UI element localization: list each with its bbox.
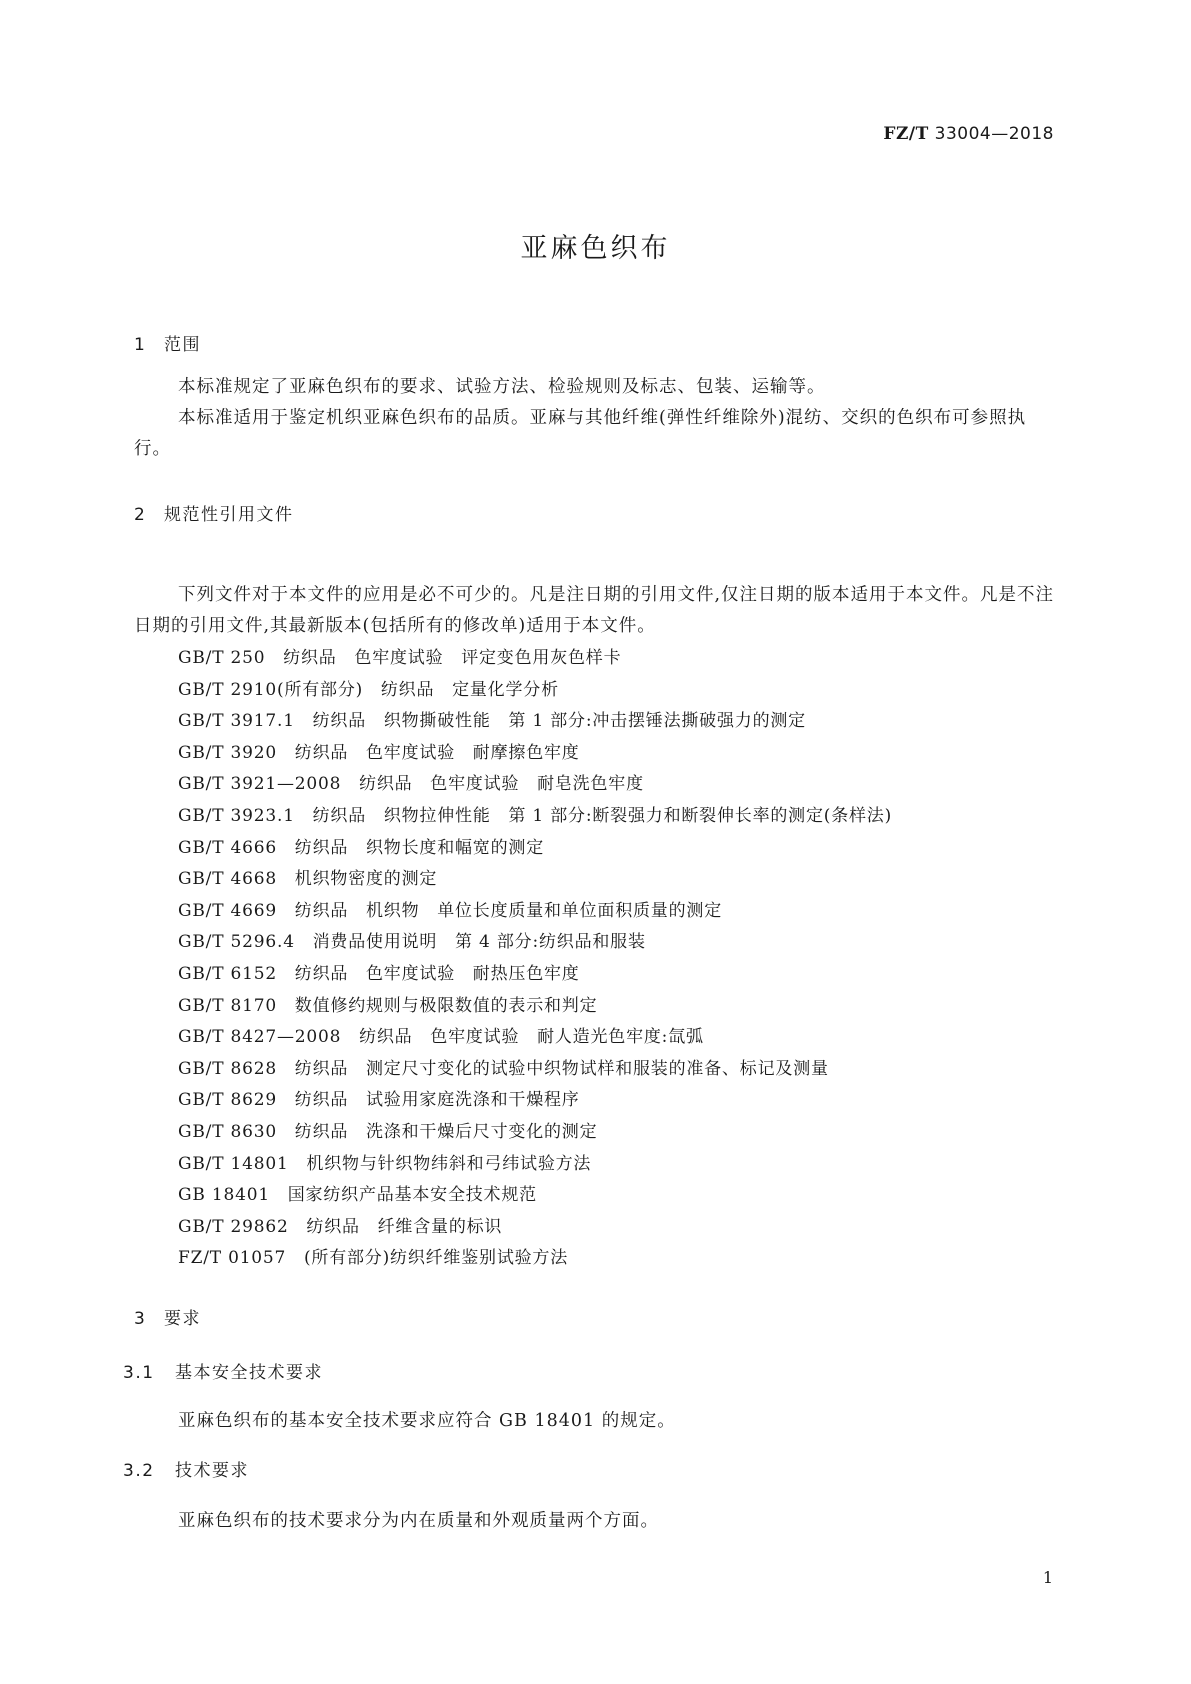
section-title: 范围 [164,335,201,355]
reference-item: GB/T 8628 纺织品 测定尺寸变化的试验中织物试样和服装的准备、标记及测量 [178,1058,829,1079]
reference-item: GB/T 4669 纺织品 机织物 单位长度质量和单位面积质量的测定 [178,900,723,921]
section-1-para-2: 本标准适用于鉴定机织亚麻色织布的品质。亚麻与其他纤维(弹性纤维除外)混纺、交织的色织布可参照执行。 [134,408,1027,459]
section-3-1-para: 亚麻色织布的基本安全技术要求应符合 GB 18401 的规定。 [178,1411,676,1431]
subsection-title: 基本安全技术要求 [175,1363,323,1383]
section-1-para-1: 本标准规定了亚麻色织布的要求、试验方法、检验规则及标志、包装、运输等。 [178,377,826,397]
section-number: 1 [134,335,147,355]
section-number: 2 [134,505,147,525]
reference-item: GB/T 3920 纺织品 色牢度试验 耐摩擦色牢度 [178,742,580,763]
section-3-heading [134,1304,201,1329]
document-title: 亚麻色织布 [520,233,671,264]
section-2-heading [134,500,294,525]
reference-item: GB/T 4668 机织物密度的测定 [178,869,438,890]
reference-item: GB/T 29862 纺织品 纤维含量的标识 [178,1216,503,1237]
reference-item: GB/T 3917.1 纺织品 织物撕破性能 第 1 部分:冲击摆锤法撕破强力的测定 [178,711,806,732]
section-title: 要求 [164,1309,201,1329]
reference-item: GB/T 8630 纺织品 洗涤和干燥后尺寸变化的测定 [178,1121,598,1142]
section-3-2-heading [123,1456,249,1481]
reference-item: GB/T 4666 纺织品 织物长度和幅宽的测定 [178,837,545,858]
section-2-intro: 下列文件对于本文件的应用是必不可少的。凡是注日期的引用文件,仅注日期的版本适用于本文件。凡是不注日期的引用文件,其最新版本(包括所有的修改单)适用于本文件。 [134,585,1055,636]
reference-item: GB/T 8427—2008 纺织品 色牢度试验 耐人造光色牢度:氙弧 [178,1027,704,1048]
reference-item: GB/T 250 纺织品 色牢度试验 评定变色用灰色样卡 [178,648,622,668]
reference-list [178,643,892,1275]
reference-item: GB/T 2910(所有部分) 纺织品 定量化学分析 [178,679,559,700]
reference-item: GB 18401 国家纺织产品基本安全技术规范 [178,1185,537,1206]
subsection-number: 3.1 [123,1363,155,1383]
reference-item: GB/T 3923.1 纺织品 织物拉伸性能 第 1 部分:断裂强力和断裂伸长率的测定(条样法) [178,805,893,826]
reference-item: GB/T 8629 纺织品 试验用家庭洗涤和干燥程序 [178,1090,580,1111]
subsection-number: 3.2 [123,1461,155,1481]
subsection-title: 技术要求 [175,1461,249,1481]
section-3-1-heading [123,1358,323,1383]
section-number: 3 [134,1309,147,1329]
reference-item: GB/T 3921—2008 纺织品 色牢度试验 耐皂洗色牢度 [178,774,644,795]
section-1-heading [134,330,201,355]
document-code-prefix: FZ/T [883,124,929,144]
reference-item: FZ/T 01057 (所有部分)纺织纤维鉴别试验方法 [178,1248,569,1269]
section-3-2-para: 亚麻色织布的技术要求分为内在质量和外观质量两个方面。 [178,1511,659,1531]
document-code [883,124,1054,144]
page-number: 1 [1042,1568,1053,1587]
reference-item: GB/T 6152 纺织品 色牢度试验 耐热压色牢度 [178,963,580,984]
document-code-number: 33004—2018 [934,124,1054,144]
reference-item: GB/T 8170 数值修约规则与极限数值的表示和判定 [178,995,598,1016]
reference-item: GB/T 14801 机织物与针织物纬斜和弓纬试验方法 [178,1153,592,1174]
section-title: 规范性引用文件 [164,505,294,525]
reference-item: GB/T 5296.4 消费品使用说明 第 4 部分:纺织品和服装 [178,932,646,953]
